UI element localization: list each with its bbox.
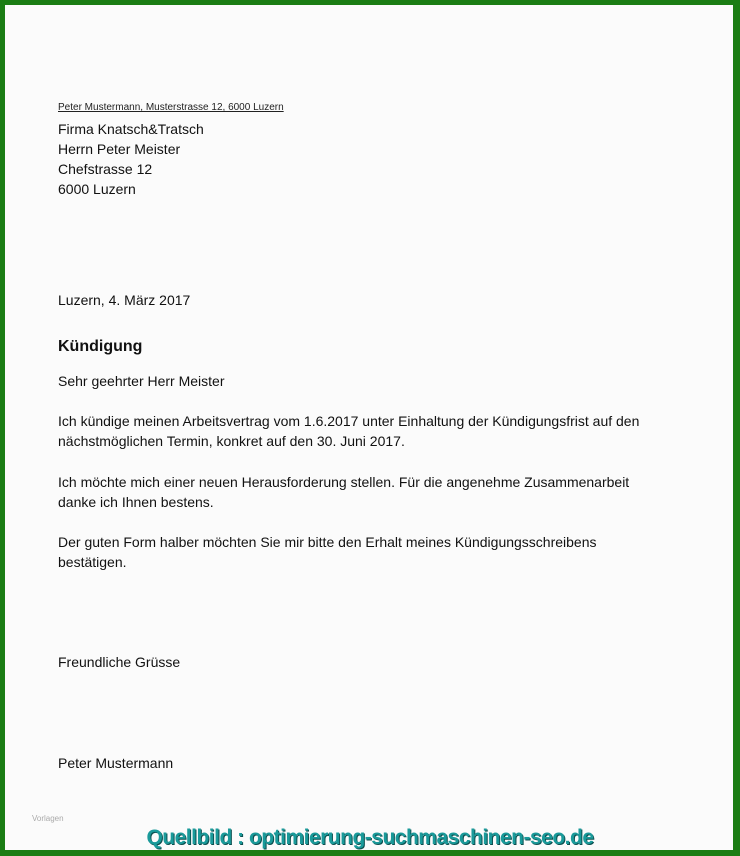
footer-label: Vorlagen bbox=[32, 814, 64, 823]
recipient-city: 6000 Luzern bbox=[58, 181, 136, 197]
recipient-name: Herrn Peter Meister bbox=[58, 141, 181, 157]
paragraph-2-line-1: Ich möchte mich einer neuen Herausforderung stellen. Für die angenehme Zusammenarbeit bbox=[58, 474, 630, 490]
salutation: Sehr geehrter Herr Meister bbox=[58, 373, 225, 389]
paragraph-1-line-1: Ich kündige meinen Arbeitsvertrag vom 1.6.2017 unter Einhaltung der Kündigungsfrist auf den bbox=[58, 413, 640, 429]
letter-subject: Kündigung bbox=[58, 338, 143, 355]
signature: Peter Mustermann bbox=[58, 755, 174, 771]
recipient-street: Chefstrasse 12 bbox=[58, 161, 153, 177]
recipient-company: Firma Knatsch&Tratsch bbox=[58, 121, 204, 137]
paragraph-3-line-1: Der guten Form halber möchten Sie mir bitte den Erhalt meines Kündigungsschreibens bbox=[58, 534, 597, 550]
paragraph-2-line-2: danke ich Ihnen bestens. bbox=[58, 494, 214, 510]
watermark: Quellbild : optimierung-suchmaschinen-seo.de bbox=[146, 826, 594, 849]
paragraph-1-line-2: nächstmöglichen Termin, konkret auf den 30. Juni 2017. bbox=[58, 433, 405, 449]
paragraph-3-line-2: bestätigen. bbox=[58, 554, 127, 570]
closing: Freundliche Grüsse bbox=[58, 654, 181, 670]
sender-line: Peter Mustermann, Musterstrasse 12, 6000 Luzern bbox=[58, 102, 284, 113]
letter-date: Luzern, 4. März 2017 bbox=[58, 292, 191, 308]
